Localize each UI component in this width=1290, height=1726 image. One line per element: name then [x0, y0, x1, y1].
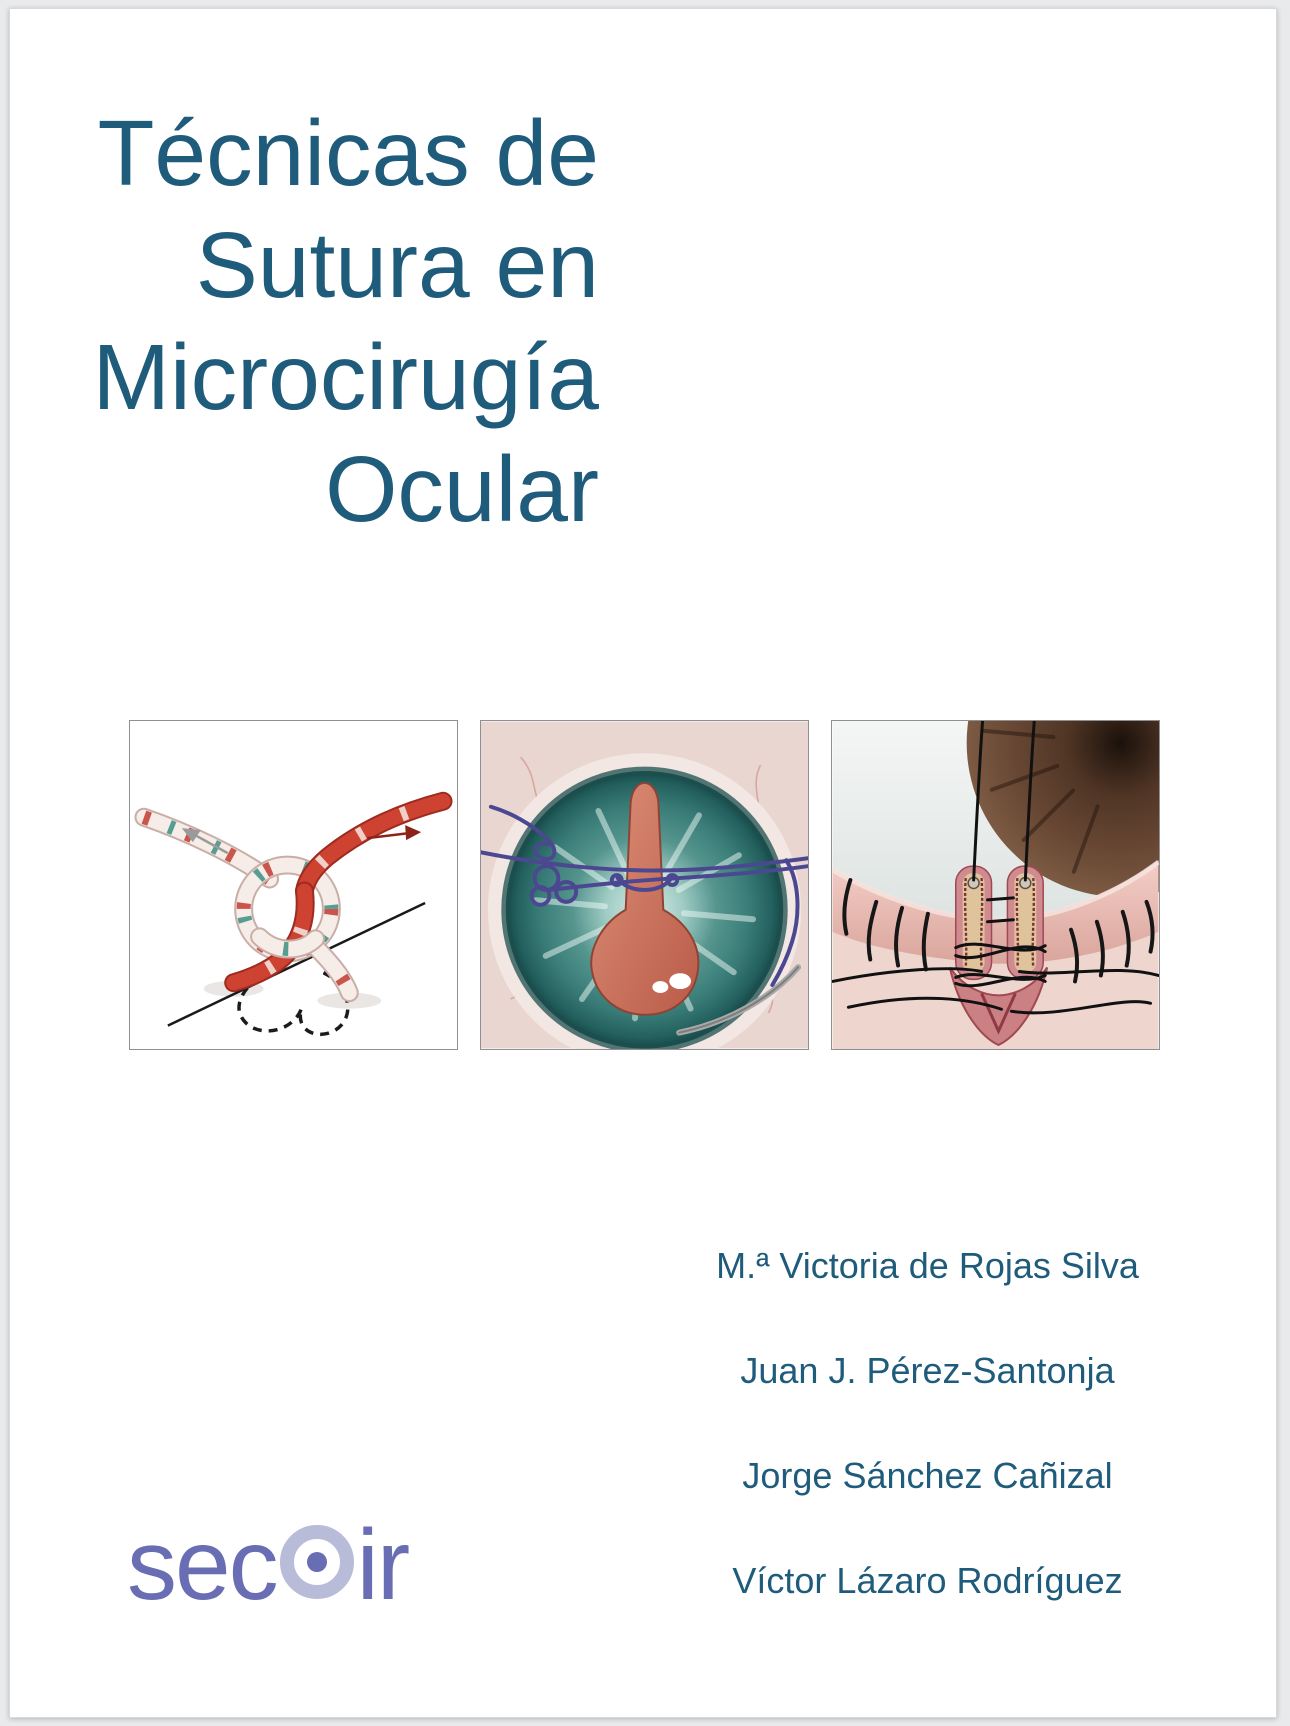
author-3: Jorge Sánchez Cañizal — [742, 1455, 1113, 1496]
muscle-suture-svg — [832, 721, 1159, 1049]
suture-knot-illustration — [129, 720, 458, 1050]
logo-text-sec: sec — [127, 1509, 277, 1621]
logo-eye-o-icon — [280, 1525, 354, 1599]
author-1: M.ª Victoria de Rojas Silva — [716, 1245, 1139, 1286]
author-2: Juan J. Pérez-Santonja — [740, 1350, 1115, 1391]
title-line-3: Microcirugía — [92, 325, 599, 429]
secoir-logo — [127, 1509, 409, 1621]
logo-eye-pupil-dot — [307, 1552, 327, 1572]
book-title — [50, 97, 599, 545]
suture-knot-svg — [130, 721, 457, 1049]
iris-suture-svg — [481, 721, 808, 1049]
title-line-1: Técnicas de — [97, 101, 599, 205]
title-line-2: Sutura en — [195, 213, 599, 317]
author-list — [665, 1213, 1190, 1633]
extraocular-muscle-suture-illustration — [831, 720, 1160, 1050]
knot-background — [130, 722, 457, 1049]
logo-text-ir: ir — [356, 1509, 409, 1621]
book-cover-page — [9, 8, 1277, 1718]
iris-pupil-suture-illustration — [480, 720, 809, 1050]
author-4: Víctor Lázaro Rodríguez — [732, 1560, 1123, 1601]
illustration-row — [129, 720, 1160, 1050]
title-line-4: Ocular — [325, 437, 599, 541]
